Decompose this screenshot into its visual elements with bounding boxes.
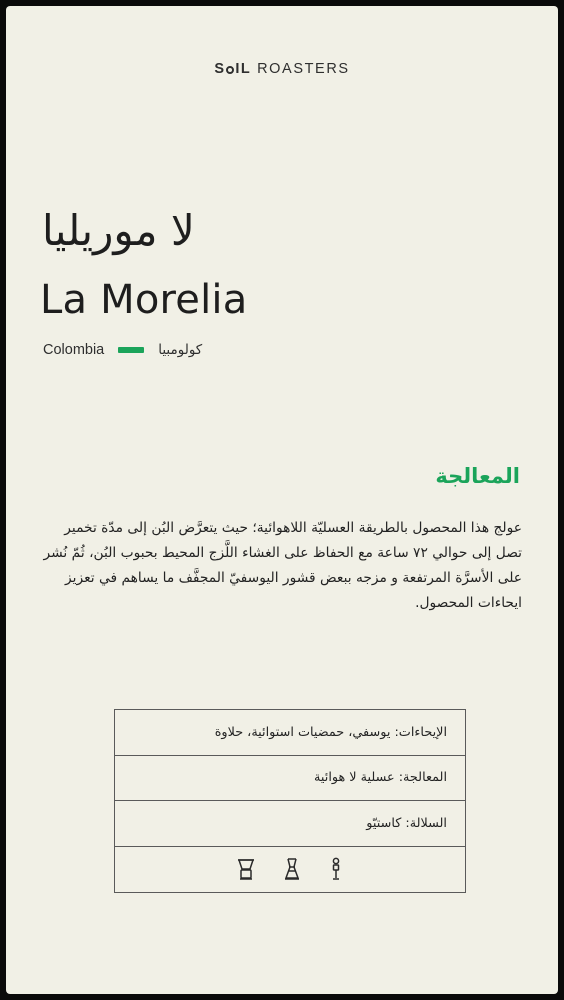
- brand-logo-o-mark: [226, 66, 234, 74]
- coffee-name-english: La Morelia: [40, 277, 248, 323]
- info-row-varietal: السلالة: كاستيّو: [115, 801, 465, 847]
- brand-logo-letter-s: S: [214, 61, 226, 77]
- coffee-name-arabic: لا موريليا: [42, 206, 195, 255]
- origin-accent-bar: [118, 347, 144, 353]
- origin-english: Colombia: [43, 342, 105, 358]
- brand-logo-roasters: ROASTERS: [257, 61, 350, 77]
- product-card: [6, 6, 558, 994]
- origin-arabic: كولومبيا: [158, 342, 203, 358]
- info-row-process: المعالجة: عسلية لا هوائية: [115, 756, 465, 802]
- dripper-icon: [236, 857, 256, 881]
- grinder-icon: [328, 857, 344, 881]
- processing-heading: المعالجة: [435, 464, 520, 488]
- info-table: [114, 709, 466, 893]
- brand-logo: [6, 61, 558, 77]
- brew-icons-row: [115, 847, 465, 893]
- brand-logo-letters-il: IL: [235, 61, 252, 77]
- info-row-notes: الإيحاءات: يوسفي، حمضيات استوائية، حلاوة: [115, 710, 465, 756]
- processing-description: عولج هذا المحصول بالطريقة العسليّة اللاهوائية؛ حيث يتعرَّض البُن إلى مدّة تخمير تصل إلى حوالي ٧٢ ساعة مع الحفاظ على الغشاء اللَّزج المحيط بحبوب البُن، ثُمّ نُشر على الأسرَّة المرتفعة و مزجه ببعض قشور اليوسفيّ المجفَّف ما يساهم في تعزيز ايحاءات المحصول.: [43, 520, 522, 611]
- origin-row: [43, 342, 202, 358]
- chemex-icon: [282, 857, 302, 881]
